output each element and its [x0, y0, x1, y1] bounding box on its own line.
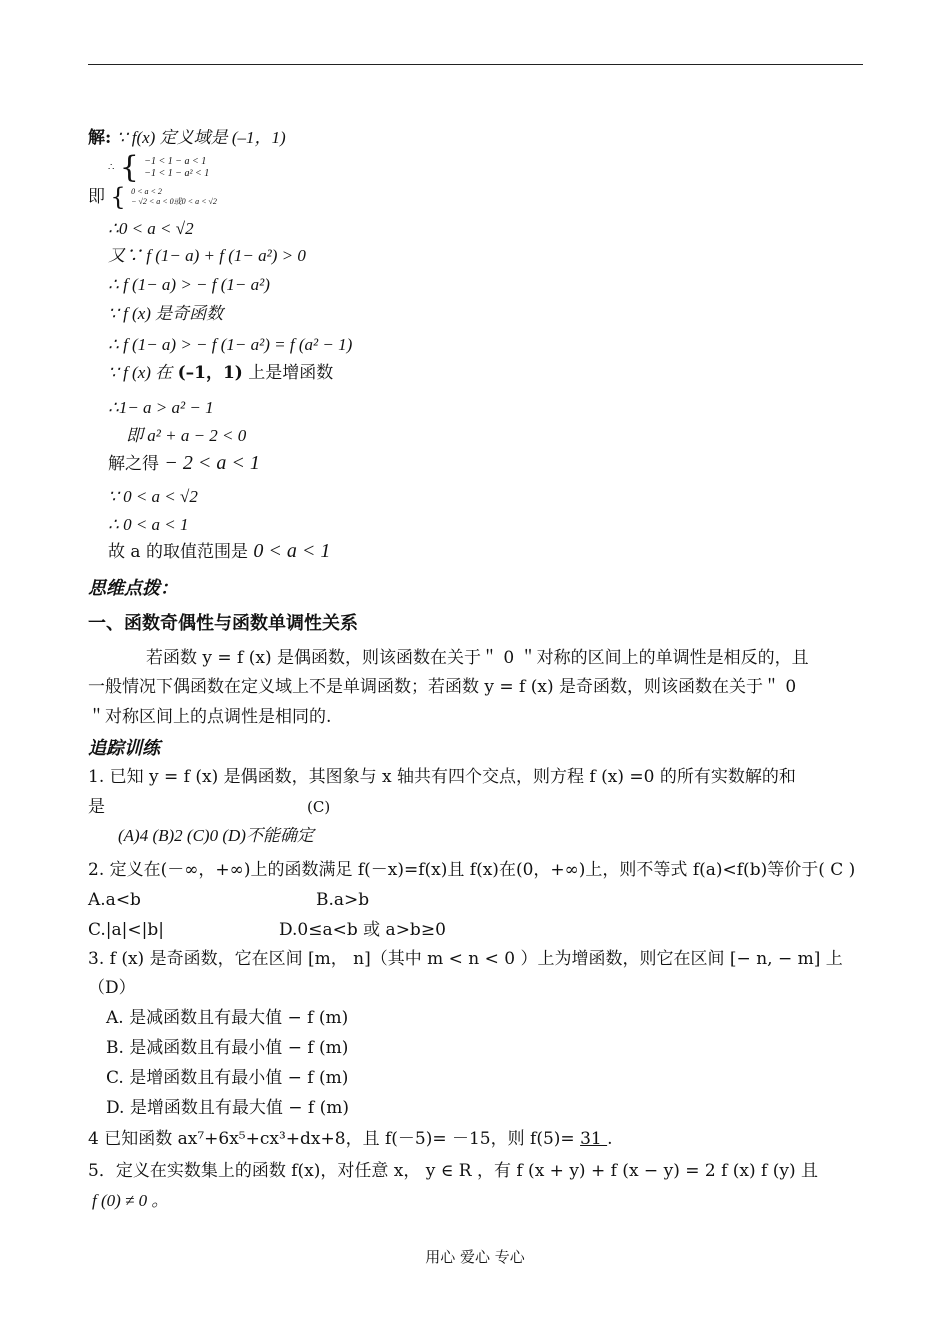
question-1-line-2 — [88, 796, 331, 818]
question-5-line-1: 5．定义在实数集上的函数 f(x)，对任意 x， y ∈ R ，有 f (x + y) + f (x − y) = 2 f (x) f (y) 且 — [88, 1161, 819, 1181]
solution-line-7: ∵ f (x) 是奇函数 — [108, 304, 224, 323]
system-2-row-1: 0 < a < 2 — [131, 187, 162, 196]
question-1-options: (A)4 (B)2 (C)0 (D)不能确定 — [118, 826, 314, 845]
question-2-option-a: A.a<b — [88, 890, 141, 910]
increasing-prefix: ∵ f (x) 在 — [108, 363, 173, 382]
ji-label: 即 — [88, 187, 105, 207]
solution-line-9 — [108, 362, 333, 384]
paragraph-line-3: ＂对称区间上的点调性是相同的. — [88, 707, 332, 727]
question-2-option-c: C.|a|<|b| — [88, 920, 164, 940]
system-1 — [108, 150, 210, 185]
section-subtitle: 一、函数奇偶性与函数单调性关系 — [88, 613, 358, 633]
question-3-line-1: 3. f (x) 是奇函数，它在区间 [m， n]（其中 m < n < 0 ）上为增函数，则它在区间 [− n, − m] 上 — [88, 949, 843, 969]
left-brace: { — [110, 183, 126, 211]
question-4-answer: 31 — [580, 1129, 608, 1149]
solution-line-8: ∴ f (1− a) > − f (1− a²) = f (a² − 1) — [108, 335, 353, 354]
question-1-shi: 是 — [88, 797, 105, 817]
paragraph-line-2: 一般情况下偶函数在定义域上不是单调函数；若函数 y = f (x) 是奇函数，则该函数在关于＂ 0 — [88, 677, 797, 697]
system-1-row-1: −1 < 1 − a < 1 — [144, 156, 207, 167]
question-3-option-d: D. 是增函数且有最大值 − f (m) — [106, 1098, 349, 1118]
solution-line-6: ∴ f (1− a) > − f (1− a²) — [108, 275, 270, 294]
range-result: 0 < a < 1 — [253, 540, 331, 562]
solution-line-4: ∴0 < a < √2 — [108, 219, 194, 238]
question-4-end: . — [607, 1129, 613, 1149]
solution-line-14: ∴ 0 < a < 1 — [108, 515, 189, 534]
system-2-rows — [131, 187, 217, 207]
section-title-thinking: 思维点拨： — [88, 578, 178, 598]
question-2-option-d: D.0≤a<b 或 a>b≥0 — [279, 920, 446, 940]
question-4 — [88, 1128, 613, 1150]
solution-line-1 — [88, 127, 286, 149]
increasing-suffix: 上是增函数 — [248, 363, 334, 383]
question-1-line-1: 1. 已知 y = f (x) 是偶函数，其图象与 x 轴共有四个交点，则方程 f (x) =0 的所有实数解的和 — [88, 767, 796, 787]
solution-line-10: ∴1− a > a² − 1 — [108, 398, 214, 417]
solution-line-15 — [108, 540, 330, 563]
solve-label: 解之得 — [108, 454, 159, 474]
solution-line-12 — [108, 452, 260, 475]
therefore-symbol: ∴ — [108, 162, 115, 173]
question-2-option-b: B.a>b — [316, 890, 370, 910]
page-footer: 用心 爱心 专心 — [425, 1248, 525, 1266]
question-3-option-b: B. 是减函数且有最小值 − f (m) — [106, 1038, 349, 1058]
range-label: 故 a 的取值范围是 — [108, 542, 248, 562]
section-title-practice: 追踪训练 — [88, 738, 160, 758]
question-1-answer: (C) — [307, 798, 331, 816]
system-1-rows — [144, 156, 209, 180]
header-rule — [88, 64, 863, 65]
question-3-option-c: C. 是增函数且有最小值 − f (m) — [106, 1068, 349, 1088]
question-4-text: 4 已知函数 ax⁷+6x⁵+cx³+dx+8，且 f(－5)= －15，则 f(5)= — [88, 1129, 575, 1149]
system-1-row-2: −1 < 1 − a² < 1 — [144, 168, 210, 179]
left-brace: { — [119, 150, 139, 185]
solution-line-5: 又∵ f (1− a) + f (1− a²) > 0 — [108, 246, 306, 265]
question-3-option-a: A. 是减函数且有最大值 − f (m) — [106, 1008, 349, 1028]
question-5-line-2: f (0) ≠ 0 。 — [92, 1191, 169, 1210]
domain-statement: ∵ f(x) 定义域是 (–1，1) — [116, 128, 286, 147]
question-2-line-1: 2. 定义在(－∞，+∞)上的函数满足 f(－x)=f(x)且 f(x)在(0，+∞)上，则不等式 f(a)<f(b)等价于( C ) — [88, 860, 856, 880]
solve-result: − 2 < a < 1 — [164, 452, 260, 474]
solution-line-13: ∵ 0 < a < √2 — [108, 487, 198, 506]
solution-label: 解: — [88, 128, 112, 148]
paragraph-line-1: 若函数 y = f (x) 是偶函数，则该函数在关于＂ 0 ＂对称的区间上的单调性是相反的，且 — [146, 648, 809, 668]
interval-text: (–1，1) — [177, 363, 243, 383]
system-2-row-2: − √2 < a < 0或0 < a < √2 — [131, 197, 217, 206]
solution-line-11: 即 a² + a − 2 < 0 — [126, 426, 247, 445]
system-2 — [88, 182, 217, 212]
question-3-answer: （D） — [88, 978, 136, 998]
